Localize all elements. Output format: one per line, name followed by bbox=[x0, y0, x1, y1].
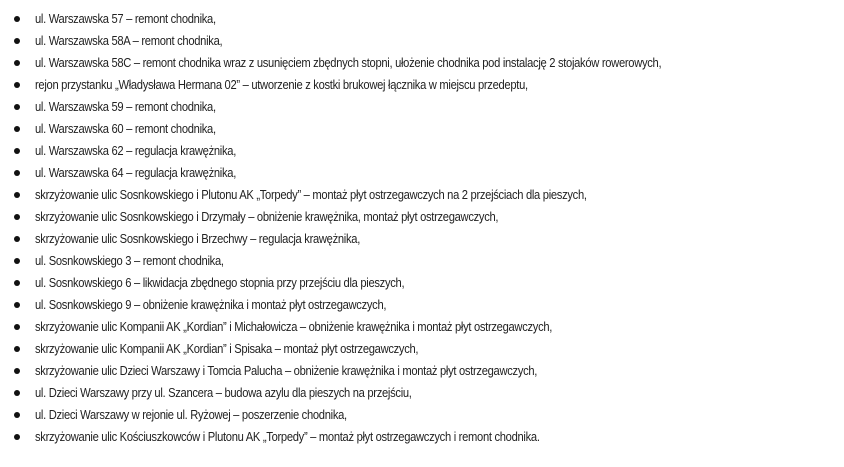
bullet-icon bbox=[14, 368, 20, 374]
bullet-icon bbox=[14, 148, 20, 154]
list-item-text: ul. Dzieci Warszawy w rejonie ul. Ryżowej – poszerzenie chodnika, bbox=[35, 407, 347, 422]
list-item-text: ul. Dzieci Warszawy przy ul. Szancera – budowa azylu dla pieszych na przejściu, bbox=[35, 385, 412, 400]
bullet-icon bbox=[14, 104, 20, 110]
list-item-text: skrzyżowanie ulic Kompanii AK „Kordian” i Spisaka – montaż płyt ostrzegawczych, bbox=[35, 341, 419, 356]
list-item bbox=[0, 206, 844, 228]
list-item-text: ul. Warszawska 58C – remont chodnika wraz z usunięciem zbędnych stopni, ułożenie chodnika pod instalację 2 stojaków rowerowych, bbox=[35, 55, 662, 70]
bullet-icon bbox=[14, 38, 20, 44]
list-item-text: ul. Warszawska 57 – remont chodnika, bbox=[35, 11, 216, 26]
list-item bbox=[0, 426, 844, 448]
bullet-icon bbox=[14, 126, 20, 132]
list-item-text: ul. Sosnkowskiego 6 – likwidacja zbędnego stopnia przy przejściu dla pieszych, bbox=[35, 275, 405, 290]
bullet-icon bbox=[14, 192, 20, 198]
list-item bbox=[0, 96, 844, 118]
list-item-text: ul. Warszawska 62 – regulacja krawężnika, bbox=[35, 143, 236, 158]
bullet-icon bbox=[14, 214, 20, 220]
list-item-text: ul. Warszawska 64 – regulacja krawężnika, bbox=[35, 165, 236, 180]
list-item-text: ul. Sosnkowskiego 9 – obniżenie krawężnika i montaż płyt ostrzegawczych, bbox=[35, 297, 387, 312]
list-item bbox=[0, 272, 844, 294]
bullet-icon bbox=[14, 16, 20, 22]
list-item bbox=[0, 404, 844, 426]
list-item bbox=[0, 52, 844, 74]
list-item-text: ul. Sosnkowskiego 3 – remont chodnika, bbox=[35, 253, 224, 268]
bullet-icon bbox=[14, 280, 20, 286]
bullet-icon bbox=[14, 434, 20, 440]
list-item bbox=[0, 294, 844, 316]
document-body bbox=[0, 8, 844, 448]
bullet-icon bbox=[14, 324, 20, 330]
list-item-text: rejon przystanku „Władysława Hermana 02” – utworzenie z kostki brukowej łącznika w miejscu przedeptu, bbox=[35, 77, 528, 92]
list-item-text: skrzyżowanie ulic Kompanii AK „Kordian” i Michałowicza – obniżenie krawężnika i montaż płyt ostrzegawczych, bbox=[35, 319, 553, 334]
bullet-icon bbox=[14, 82, 20, 88]
list-item bbox=[0, 30, 844, 52]
list-item-text: skrzyżowanie ulic Kościuszkowców i Plutonu AK „Torpedy” – montaż płyt ostrzegawczych i remont chodnika. bbox=[35, 429, 540, 444]
list-item-text: skrzyżowanie ulic Dzieci Warszawy i Tomcia Palucha – obniżenie krawężnika i montaż płyt ostrzegawczych, bbox=[35, 363, 538, 378]
bullet-icon bbox=[14, 236, 20, 242]
list-item bbox=[0, 184, 844, 206]
bullet-icon bbox=[14, 302, 20, 308]
list-item bbox=[0, 162, 844, 184]
list-item bbox=[0, 250, 844, 272]
list-item bbox=[0, 228, 844, 250]
list-item-text: ul. Warszawska 59 – remont chodnika, bbox=[35, 99, 216, 114]
list-item bbox=[0, 316, 844, 338]
list-item-text: ul. Warszawska 60 – remont chodnika, bbox=[35, 121, 216, 136]
list-item bbox=[0, 382, 844, 404]
bullet-icon bbox=[14, 170, 20, 176]
bullet-icon bbox=[14, 412, 20, 418]
list-item bbox=[0, 8, 844, 30]
list-item bbox=[0, 338, 844, 360]
bullet-icon bbox=[14, 258, 20, 264]
list-item bbox=[0, 74, 844, 96]
bullet-icon bbox=[14, 346, 20, 352]
list-item-text: skrzyżowanie ulic Sosnkowskiego i Drzymały – obniżenie krawężnika, montaż płyt ostrzegawczych, bbox=[35, 209, 499, 224]
list-item-text: skrzyżowanie ulic Sosnkowskiego i Brzechwy – regulacja krawężnika, bbox=[35, 231, 360, 246]
bullet-icon bbox=[14, 60, 20, 66]
list-item bbox=[0, 140, 844, 162]
list-item-text: ul. Warszawska 58A – remont chodnika, bbox=[35, 33, 223, 48]
list-item-text: skrzyżowanie ulic Sosnkowskiego i Plutonu AK „Torpedy” – montaż płyt ostrzegawczych na 2 przejściach dla pieszych, bbox=[35, 187, 587, 202]
list-item bbox=[0, 118, 844, 140]
bullet-icon bbox=[14, 390, 20, 396]
list-item bbox=[0, 360, 844, 382]
bullet-list bbox=[0, 8, 844, 448]
